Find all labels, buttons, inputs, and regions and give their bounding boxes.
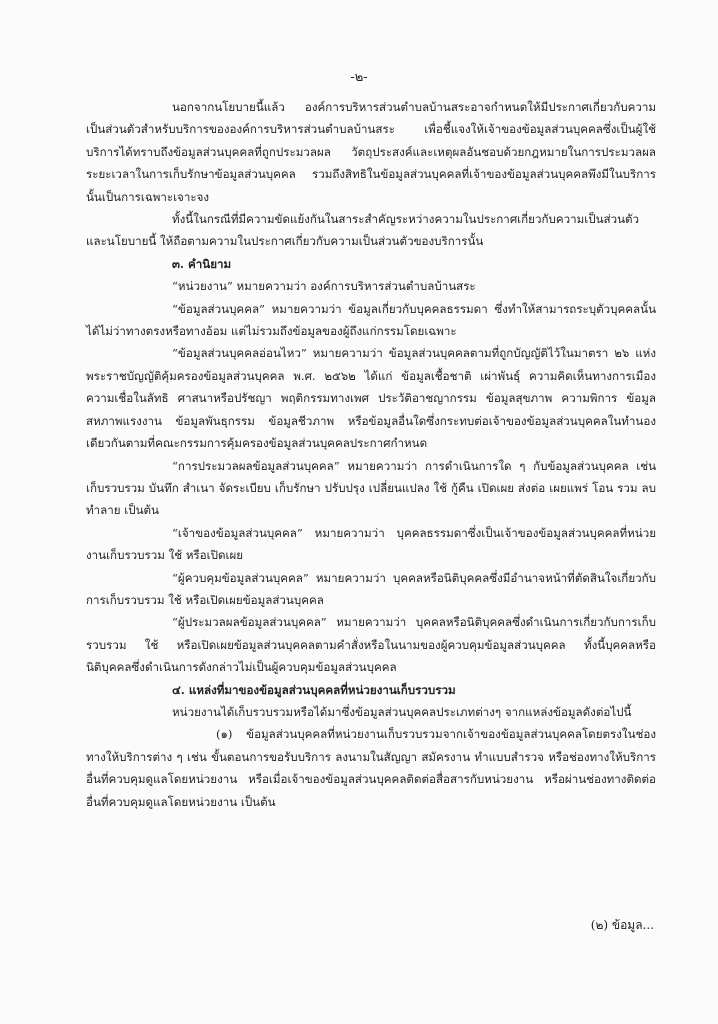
definition-controller: “ผู้ควบคุมข้อมูลส่วนบุคคล” หมายความว่า บุคคลหรือนิติบุคคลซึ่งมีอำนาจหน้าที่ตัดสินใจเกี่ยวกับการเก็บรวบรวม ใช้ หรือเปิดเผยข้อมูลส่วนบุคคล [86,570,656,607]
continuation-note: (๒) ข้อมูล... [590,918,654,932]
document-body [86,96,656,813]
page-number: -๒- [350,70,368,85]
definition-processing: “การประมวลผลข้อมูลส่วนบุคคล” หมายความว่า การดำเนินการใด ๆ กับข้อมูลส่วนบุคคล เช่น เก็บรวบรวม บันทึก สำเนา จัดระเบียบ เก็บรักษา ปรับปรุง เปลี่ยนแปลง ใช้ กู้คืน เปิดเผย ส่งต่อ เผยแพร่ โอน รวม ลบ ทำลาย เป็นต้น [86,458,656,518]
definition-data-subject: “เจ้าของข้อมูลส่วนบุคคล” หมายความว่า บุคคลธรรมดาซึ่งเป็นเจ้าของข้อมูลส่วนบุคคลที่หน่วยงานเก็บรวบรวม ใช้ หรือเปิดเผย [86,525,656,563]
paragraph-conflict: ทั้งนี้ในกรณีที่มีความขัดแย้งกันในสาระสำคัญระหว่างความในประกาศเกี่ยวกับความเป็นส่วนตัวและนโยบายนี้ ให้ถือตามความในประกาศเกี่ยวกับความเป็นส่วนตัวของบริการนั้น [86,212,640,249]
definition-agency: “หน่วยงาน” หมายความว่า องค์การบริหารส่วนตำบลบ้านสระ [172,279,476,294]
definition-personal-data: “ข้อมูลส่วนบุคคล” หมายความว่า ข้อมูลเกี่ยวกับบุคคลธรรมดา ซึ่งทำให้สามารถระบุตัวบุคคลนั้นได้ไม่ว่าทางตรงหรือทางอ้อม แต่ไม่รวมถึงข้อมูลของผู้ถึงแก่กรรมโดยเฉพาะ [86,301,656,339]
section-3-heading: ๓. คำนิยาม [172,256,232,271]
definition-sensitive-data: “ข้อมูลส่วนบุคคลอ่อนไหว” หมายความว่า ข้อมูลส่วนบุคคลตามที่ถูกบัญญัติไว้ในมาตรา ๒๖ แห่งพระราชบัญญัติคุ้มครองข้อมูลส่วนบุคคล พ.ศ. ๒๕๖๒ ได้แก่ ข้อมูลเชื้อชาติ เผ่าพันธุ์ ความคิดเห็นทางการเมือง ความเชื่อในลัทธิ ศาสนาหรือปรัชญา พฤติกรรมทางเพศ ประวัติอาชญากรรม ข้อมูลสุขภาพ ความพิการ ข้อมูลสหภาพแรงงาน ข้อมูลพันธุกรรม ข้อมูลชีวภาพ หรือข้อมูลอื่นใดซึ่งกระทบต่อเจ้าของข้อมูลส่วนบุคคลในทำนองเดียวกันตามที่คณะกรรมการคุ้มครองข้อมูลส่วนบุคคลประกาศกำหนด [86,346,656,451]
section-4-heading: ๔. แหล่งที่มาของข้อมูลส่วนบุคคลที่หน่วยงานเก็บรวบรวม [172,682,456,697]
section-4-item-1: (๑) ข้อมูลส่วนบุคคลที่หน่วยงานเก็บรวบรวมจากเจ้าของข้อมูลส่วนบุคคลโดยตรงในช่องทางให้บริการต่าง ๆ เช่น ขั้นตอนการขอรับบริการ ลงนามในสัญญา สมัครงาน ทำแบบสำรวจ หรือช่องทางให้บริการอื่นที่ควบคุมดูแลโดยหน่วยงาน หรือเมื่อเจ้าของข้อมูลส่วนบุคคลติดต่อสื่อสารกับหน่วยงาน หรือผ่านช่องทางติดต่ออื่นที่ควบคุมดูแลโดยหน่วยงาน เป็นต้น [86,727,656,809]
paragraph-intro: นอกจากนโยบายนี้แล้ว องค์การบริหารส่วนตำบลบ้านสระอาจกำหนดให้มีประกาศเกี่ยวกับความเป็นส่วนตัวสำหรับบริการขององค์การบริหารส่วนตำบลบ้านสระ เพื่อชี้แจงให้เจ้าของข้อมูลส่วนบุคคลซึ่งเป็นผู้ใช้บริการได้ทราบถึงข้อมูลส่วนบุคคลที่ถูกประมวลผล วัตถุประสงค์และเหตุผลอันชอบด้วยกฎหมายในการประมวลผล ระยะเวลาในการเก็บรักษาข้อมูลส่วนบุคคล รวมถึงสิทธิในข้อมูลส่วนบุคคลที่เจ้าของข้อมูลส่วนบุคคลพึงมีในบริการนั้นเป็นการเฉพาะเจาะจง [86,100,656,204]
section-4-intro: หน่วยงานได้เก็บรวบรวมหรือได้มาซึ่งข้อมูลส่วนบุคคลประเภทต่างๆ จากแหล่งข้อมูลดังต่อไปนี้ [172,704,632,719]
definition-processor: “ผู้ประมวลผลข้อมูลส่วนบุคคล” หมายความว่า บุคคลหรือนิติบุคคลซึ่งดำเนินการเกี่ยวกับการเก็บรวบรวม ใช้ หรือเปิดเผยข้อมูลส่วนบุคคลตามคำสั่งหรือในนามของผู้ควบคุมข้อมูลส่วนบุคคล ทั้งนี้บุคคลหรือนิติบุคคลซึ่งดำเนินการดังกล่าวไม่เป็นผู้ควบคุมข้อมูลส่วนบุคคล [86,615,656,675]
